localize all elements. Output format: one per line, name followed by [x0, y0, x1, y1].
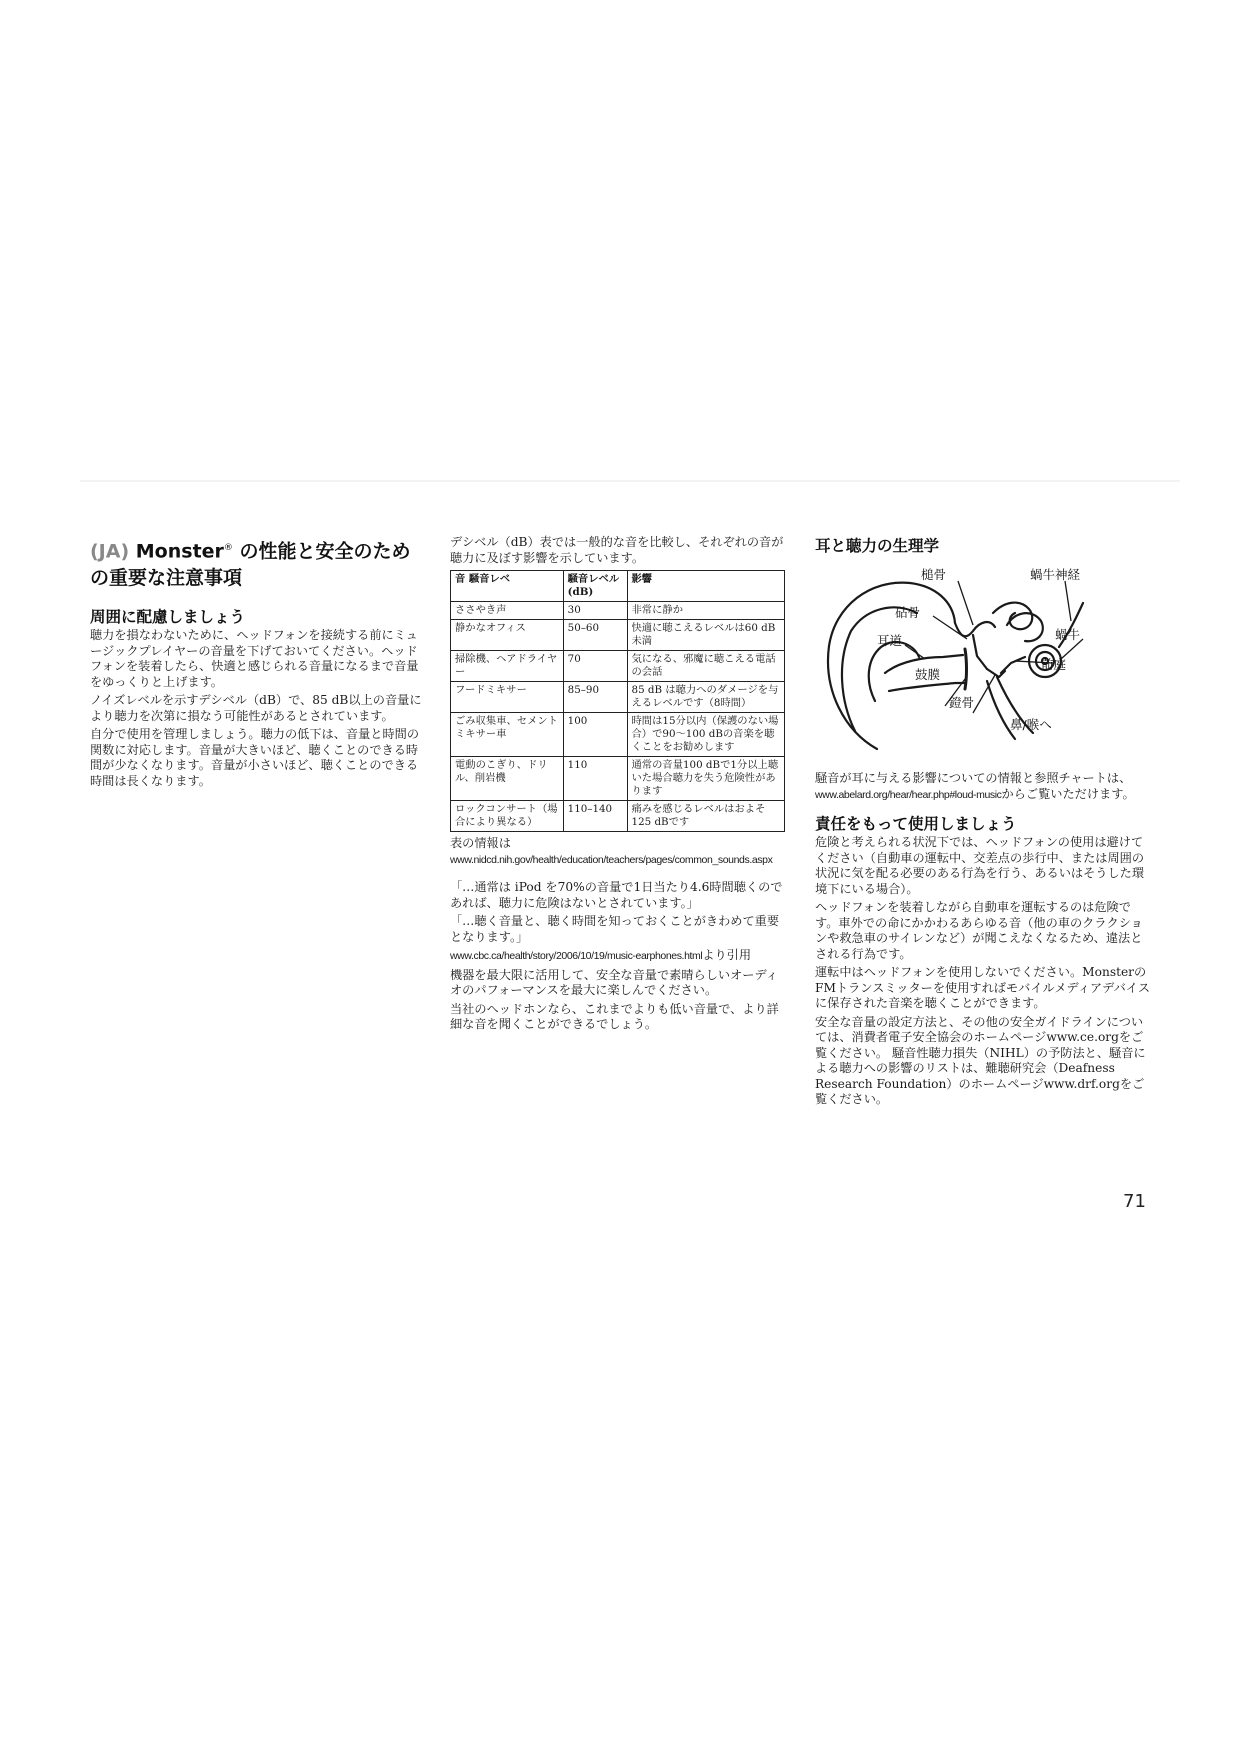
- registered-mark: ®: [223, 543, 233, 553]
- section-heading-physiology: 耳と聴力の生理学: [815, 537, 940, 555]
- quote-source: [450, 948, 786, 965]
- table-source: [450, 836, 786, 868]
- table-row: [451, 651, 785, 682]
- label-cochlear-nerve: 蝸牛神経: [1030, 567, 1081, 582]
- paragraph: 危険と考えられる状況下では、ヘッドフォンの使用は避けてください（自動車の運転中、交差点の歩行中、または周囲の状況に気を配る必要のある行為を行う、あるいはそうした環境下にいる場合）。: [815, 835, 1145, 896]
- table-cell: 110: [563, 757, 627, 801]
- quote: 「…聴く音量と、聴く時間を知っておくことがきわめて重要となります。」: [450, 914, 780, 944]
- table-cell: 85–90: [563, 682, 627, 713]
- table-source-label: 表の情報は: [450, 836, 511, 850]
- label-nose-throat: 鼻/喉へ: [1010, 717, 1052, 732]
- label-vestibule: 前庭: [1041, 657, 1067, 672]
- table-row: [451, 620, 785, 651]
- table-cell: 30: [563, 602, 627, 620]
- label-malleus: 槌骨: [921, 567, 947, 582]
- title-text: の性能と安全のための重要な注意事項: [90, 540, 411, 590]
- quote-source-suffix: より引用: [702, 948, 752, 962]
- vestibule-connector: [1001, 657, 1025, 673]
- table-source-link[interactable]: www.nidcd.nih.gov/health/education/teachers/pages/common_sounds.aspx: [450, 853, 773, 866]
- label-ear-canal: 耳道: [877, 633, 903, 648]
- page-number: 71: [1123, 1191, 1146, 1212]
- table-cell: 通常の音量100 dBで1分以上聴いた場合聴力を失う危険性があります: [627, 757, 784, 801]
- quote: 「…通常は iPod を70%の音量で1日当たり4.6時間聴くのであれば、聴力に危険はないとされています。」: [450, 880, 783, 910]
- brand-name: Monster: [129, 540, 224, 563]
- label-incus: 砧骨: [895, 605, 921, 620]
- leader-malleus: [958, 581, 973, 625]
- table-cell: 100: [563, 713, 627, 757]
- ear-concha: [869, 642, 919, 701]
- table-cell: 静かなオフィス: [451, 620, 564, 651]
- table-intro: デシベル（dB）表では一般的な音を比較し、それぞれの音が聴力に及ぼす影響を示しています。: [450, 535, 784, 565]
- table-cell: 気になる、邪魔に聴こえる電話の会話: [627, 651, 784, 682]
- paragraph: ノイズレベルを示すデシベル（dB）で、85 dB以上の音量により聴力を次第に損なう可能性があるとされています。: [90, 693, 422, 723]
- eardrum-shape: [965, 649, 967, 689]
- paragraph: 安全な音量の設定方法と、その他の安全ガイドラインについては、消費者電子安全協会のホームページwww.ce.orgをご覧ください。 騒音性聴力損失（NIHL）の予防法と、騒音による聴力への影響のリストは、難聴研究会（Deafness Research Foundation）のホームページwww.drf.orgをご覧ください。: [815, 1014, 1146, 1106]
- page-band: [80, 480, 1180, 482]
- table-row: [451, 713, 785, 757]
- table-row: [451, 801, 785, 832]
- section-heading-surroundings: 周囲に配慮しましょう: [90, 608, 246, 627]
- table-cell: 痛みを感じるレベルはおよそ125 dBです: [627, 801, 784, 832]
- ear-info-text: 騒音が耳に与える影響についての情報と参照チャートは、: [815, 771, 1132, 785]
- column-middle: [450, 535, 786, 1036]
- ear-anatomy-diagram: [815, 561, 1150, 761]
- table-header-row: [451, 571, 785, 602]
- malleus-incus-chain: [973, 635, 987, 669]
- table-cell: フードミキサー: [451, 682, 564, 713]
- column-left: [90, 535, 425, 792]
- table-cell: 50–60: [563, 620, 627, 651]
- label-stapes: 鐙骨: [949, 695, 975, 710]
- semicircular-canal-a: [993, 603, 1032, 630]
- ear-canal-lower: [889, 683, 965, 691]
- table-cell: ささやき声: [451, 602, 564, 620]
- noise-level-table: [450, 570, 785, 832]
- paragraph: 聴力を損なわないために、ヘッドフォンを接続する前にミュージックプレイヤーの音量を下げておいてください。ヘッドフォンを装着したら、快適と感じられる音量になるまで音量をゆっくりと上げます。: [90, 628, 419, 689]
- leader-ear-canal: [905, 645, 925, 659]
- table-cell: 70: [563, 651, 627, 682]
- table-cell: ロックコンサート（場合により異なる）: [451, 801, 564, 832]
- table-cell: 時間は15分以内（保護のない場合）で90〜100 dBの音楽を聴くことをお勧めします: [627, 713, 784, 757]
- table-cell: 非常に静か: [627, 602, 784, 620]
- table-row: [451, 602, 785, 620]
- ear-helix-inner: [842, 607, 917, 731]
- ear-info-paragraph: [815, 771, 1150, 803]
- paragraph: 機器を最大限に活用して、安全な音量で素晴らしいオーディオのパフォーマンスを最大に楽しんでください。: [450, 967, 778, 997]
- table-header: 影響: [627, 571, 784, 602]
- paragraph: ヘッドフォンを装着しながら自動車を運転するのは危険です。車外での命にかかわるあらゆる音（他の車のクラクションや救急車のサイレンなど）が聞こえなくなるため、違法とされる行為です。: [815, 900, 1143, 961]
- table-cell: 掃除機、ヘアドライヤー: [451, 651, 564, 682]
- paragraph: 自分で使用を管理しましょう。聴力の低下は、音量と時間の関数に対応します。音量が大きいほど、聴くことのできる時間が少なくなります。音量が小さいほど、聴くことのできる時間は長くなります。: [90, 727, 420, 788]
- leader-incus: [933, 616, 967, 639]
- section-heading-responsible-use: 責任をもって使用しましょう: [815, 815, 1017, 833]
- table-cell: 85 dB は聴力へのダメージを与えるレベルです（8時間）: [627, 682, 784, 713]
- table-row: [451, 757, 785, 801]
- column-right: [815, 535, 1150, 1111]
- paragraph: 当社のヘッドホンなら、これまでよりも低い音量で、より詳細な音を聞くことができるでしょう。: [450, 1001, 779, 1031]
- paragraph: 運転中はヘッドフォンを使用しないでください。MonsterのFMトランスミッターを使用すればモバイルメディアデバイスに保存された音楽を聴くことができます。: [815, 965, 1151, 1010]
- table-header: 音 騒音レベ: [451, 571, 564, 602]
- quote-source-link[interactable]: www.cbc.ca/health/story/2006/10/19/music-earphones.html: [450, 950, 703, 962]
- table-row: [451, 682, 785, 713]
- page-title: [90, 535, 425, 592]
- ear-info-text-end: からご覧いただけます。: [1001, 786, 1135, 801]
- table-cell: 110–140: [563, 801, 627, 832]
- ear-info-link[interactable]: www.abelard.org/hear/hear.php#loud-music: [815, 788, 1002, 801]
- label-eardrum: 鼓膜: [915, 667, 941, 682]
- table-cell: ごみ収集車、セメントミキサー車: [451, 713, 564, 757]
- label-cochlea: 蝸牛: [1055, 627, 1081, 642]
- table-cell: 快適に聴こえるレベルは60 dB 未満: [627, 620, 784, 651]
- table-cell: 電動のこぎり、ドリル、削岩機: [451, 757, 564, 801]
- table-header: 騒音レベル(dB): [563, 571, 627, 602]
- language-code: (JA): [90, 540, 130, 563]
- leader-cochlear-nerve: [1065, 581, 1071, 621]
- ear-drawing: [815, 561, 1150, 761]
